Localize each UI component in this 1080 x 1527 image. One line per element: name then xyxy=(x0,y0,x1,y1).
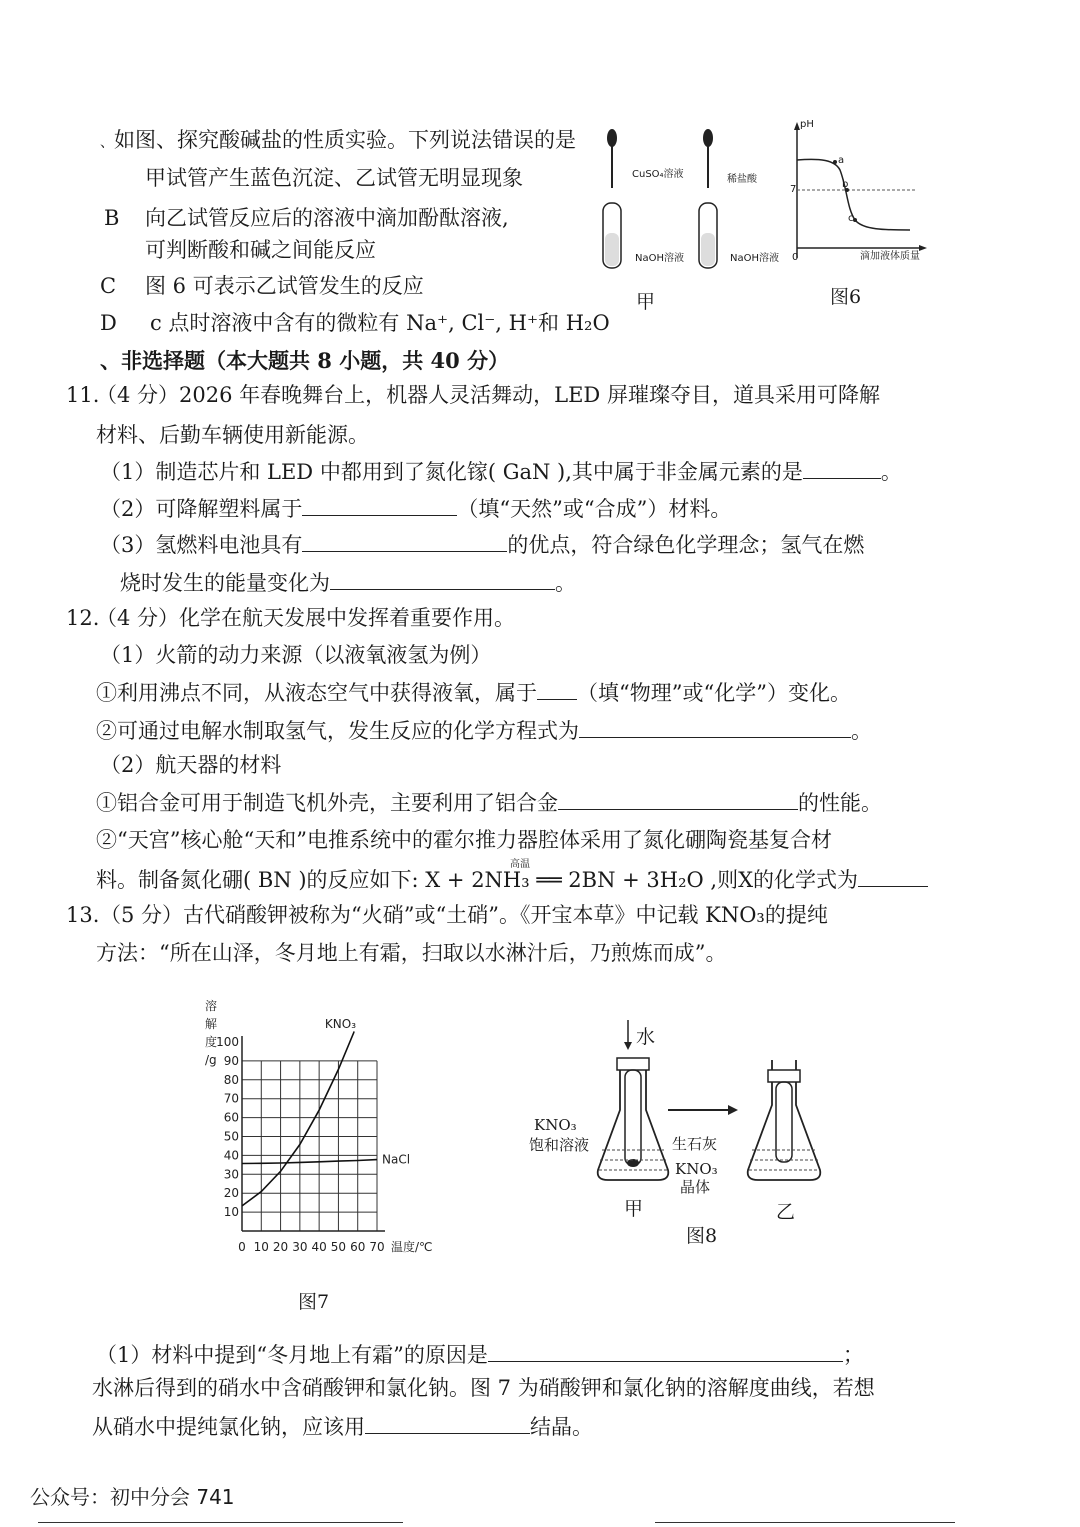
test-tube-figure xyxy=(598,118,808,318)
series-line-nacl xyxy=(242,1160,377,1164)
y-tick-label: 80 xyxy=(223,1072,239,1087)
flask-jia-stopper xyxy=(617,1058,649,1070)
water-arrow-head xyxy=(624,1042,632,1050)
q13-line1: （5 分）古代硝酸钾被称为“火硝”或“土硝”。《开宝本草》中记载 KNO₃的提纯 xyxy=(100,903,828,927)
x-tick-label: 30 xyxy=(292,1240,308,1254)
q13-line2: 方法：“所在山泽，冬月地上有霜，扫取以水淋汁后，乃煎炼而成”。 xyxy=(96,941,727,965)
quicklime-label: 生石灰 xyxy=(672,1135,718,1153)
answer-blank-q12-2a[interactable] xyxy=(558,791,798,810)
ph-x-label: 滴加液体质量 xyxy=(860,251,920,262)
footer-rule-right xyxy=(655,1522,955,1523)
answer-blank-q11-3b[interactable] xyxy=(330,571,555,590)
y-tick-label: 40 xyxy=(223,1148,239,1163)
ph-point-a-label: a xyxy=(838,155,845,166)
reaction-condition: 高温 xyxy=(510,859,530,870)
inner-test-tube-jia xyxy=(625,1070,641,1165)
q11-line2: 材料、后勤车辆使用新能源。 xyxy=(96,423,369,447)
q11-line1: （4 分）2026 年春晚舞台上，机器人灵活舞动，LED 屏璀璨夺目，道具采用可降解 xyxy=(96,383,880,407)
footer-watermark: 公众号：初中分会 741 xyxy=(30,1485,235,1509)
q10-option-b-label: B xyxy=(104,206,120,230)
dropper-bulb-2 xyxy=(703,129,713,147)
q10-option-d-label: D xyxy=(100,311,117,335)
answer-blank-q13-2[interactable] xyxy=(365,1415,530,1434)
test-tube-1-liquid xyxy=(605,233,619,266)
fig-jia-label: 甲 xyxy=(636,291,656,313)
x-tick-label: 20 xyxy=(272,1240,289,1254)
x-tick-label: 0 xyxy=(238,1240,246,1254)
ph-point-c xyxy=(853,218,857,222)
answer-blank-q11-2[interactable] xyxy=(302,497,457,516)
ph-axis-label: pH xyxy=(800,119,814,130)
q12-sub2: （2）航天器的材料 xyxy=(100,753,282,777)
q12-sub1b: ②可通过电解水制取氢气，发生反应的化学方程式为 。 xyxy=(96,719,872,743)
q11-part3-cont: 烧时发生的能量变化为 。 xyxy=(120,571,576,595)
series-line-kno3 xyxy=(242,1032,355,1206)
y-tick-label: 30 xyxy=(223,1167,239,1182)
q13-part3: 从硝水中提纯氯化钠，应该用 结晶。 xyxy=(92,1415,593,1439)
x-axis-label: 温度/℃ xyxy=(391,1240,433,1254)
fig7-solubility-chart xyxy=(195,985,455,1285)
fig7-caption: 图7 xyxy=(298,1291,330,1313)
answer-blank-q11-1[interactable] xyxy=(803,460,881,479)
y-axis-label: /g xyxy=(205,1053,217,1067)
x-tick-label: 10 xyxy=(253,1240,269,1254)
q13-number: 13. xyxy=(66,903,100,927)
q12-line1: （4 分）化学在航天发展中发挥着重要作用。 xyxy=(96,606,516,630)
flask-yi-stopper xyxy=(768,1070,800,1082)
x-tick-label: 50 xyxy=(330,1240,347,1254)
q10-stem: 、如图、探究酸碱盐的性质实验。下列说法错误的是 xyxy=(100,128,576,152)
water-label: 水 xyxy=(636,1026,656,1048)
q11-part2: （2）可降解塑料属于 （填“天然”或“合成”）材料。 xyxy=(100,497,732,521)
naoh-label-1: NaOH溶液 xyxy=(635,253,684,264)
q12-sub1: （1）火箭的动力来源（以液氧液氢为例） xyxy=(100,643,492,667)
y-tick-label: 10 xyxy=(223,1205,239,1220)
hcl-label: 稀盐酸 xyxy=(727,174,757,185)
y-tick-label: 60 xyxy=(223,1110,239,1125)
naoh-label-2: NaOH溶液 xyxy=(730,253,779,264)
answer-blank-q13-1[interactable] xyxy=(488,1343,843,1362)
cuso4-label: CuSO₄溶液 xyxy=(632,169,684,180)
saturated-solution-label: 饱和溶液 xyxy=(529,1136,590,1154)
q12-sub2c: 料。制备氮化硼( BN )的反应如下: X + 2NH₃ ══ 2BN + 3H₂O ,则X的化学式为 xyxy=(96,868,928,891)
q11-number: 11. xyxy=(66,383,100,407)
test-tube-2-liquid xyxy=(701,233,715,266)
q12-sub2b: ②“天宫”核心舱“天和”电推系统中的霍尔推力器腔体采用了氮化硼陶瓷基复合材 xyxy=(96,828,832,852)
fig8-yi-label: 乙 xyxy=(776,1201,796,1223)
y-tick-label: 90 xyxy=(223,1053,239,1068)
q10-option-b-line2: 可判断酸和碱之间能反应 xyxy=(145,238,376,262)
x-tick-label: 60 xyxy=(350,1240,366,1254)
q12-sub1a: ①利用沸点不同，从液态空气中获得液氧，属于 （填“物理”或“化学”）变化。 xyxy=(96,681,851,705)
crystal-label: 晶体 xyxy=(680,1178,711,1196)
y-tick-label: 20 xyxy=(223,1186,239,1201)
q12-sub2a: ①铝合金可用于制造飞机外壳，主要利用了铝合金 的性能。 xyxy=(96,791,882,815)
y-axis-label: 解 xyxy=(205,1017,218,1031)
ph-x-arrow xyxy=(919,245,927,251)
q13-part1: （1）材料中提到“冬月地上有霜”的原因是 ； xyxy=(96,1343,864,1367)
kno3-curve-label: KNO₃ xyxy=(324,1017,357,1031)
nacl-curve-label: NaCl xyxy=(382,1152,411,1167)
q10-option-c-label: C xyxy=(100,274,117,298)
y-axis-label: 溶 xyxy=(205,999,218,1013)
y-tick-label: 100 xyxy=(216,1035,239,1049)
dropper-bulb-1 xyxy=(607,129,617,147)
y-tick-label: 50 xyxy=(223,1129,239,1144)
section-heading: 、非选择题（本大题共 8 小题，共 40 分） xyxy=(100,348,510,373)
ph-seven-label: 7 xyxy=(790,184,797,195)
q13-part2: 水淋后得到的硝水中含硝酸钾和氯化钠。图 7 为硝酸钾和氯化钠的溶解度曲线，若想 xyxy=(92,1376,875,1400)
footer-rule-left xyxy=(38,1522,403,1523)
answer-blank-q12-1a[interactable] xyxy=(537,681,577,700)
ph-point-b-label: b xyxy=(842,179,849,190)
fig6-ph-graph xyxy=(785,118,930,268)
q10-option-a: 甲试管产生蓝色沉淀、乙试管无明显现象 xyxy=(145,166,523,190)
ph-point-c-label: c xyxy=(848,213,854,224)
fig6-caption: 图6 xyxy=(830,286,862,308)
q10-option-b-line1: 向乙试管反应后的溶液中滴加酚酞溶液, xyxy=(145,206,509,230)
answer-blank-q12-1b[interactable] xyxy=(579,719,851,738)
y-axis-label: 度 xyxy=(205,1035,218,1049)
y-tick-label: 70 xyxy=(223,1091,239,1106)
x-tick-label: 40 xyxy=(311,1240,327,1254)
q10-option-c: 图 6 可表示乙试管发生的反应 xyxy=(145,274,424,298)
q12-number: 12. xyxy=(66,606,100,630)
fig8-jia-label: 甲 xyxy=(624,1198,644,1220)
q11-part1: （1）制造芯片和 LED 中都用到了氮化镓( GaN ),其中属于非金属元素的是 。 xyxy=(100,460,902,484)
ph-zero-label: 0 xyxy=(792,252,799,263)
kno3-saturated-label: KNO₃ xyxy=(534,1116,577,1134)
answer-blank-q12-2b[interactable] xyxy=(858,868,928,887)
q11-part3: （3）氢燃料电池具有 的优点，符合绿色化学理念；氢气在燃 xyxy=(100,533,865,557)
ph-point-a xyxy=(833,160,837,164)
process-arrow-head xyxy=(728,1105,738,1115)
q10-option-d: c 点时溶液中含有的微粒有 Na⁺, Cl⁻, H⁺和 H₂O xyxy=(150,311,610,335)
fig8-caption: 图8 xyxy=(686,1225,718,1247)
x-tick-label: 70 xyxy=(369,1240,385,1254)
kno3-crystal-label: KNO₃ xyxy=(675,1160,718,1178)
answer-blank-q11-3a[interactable] xyxy=(302,533,507,552)
